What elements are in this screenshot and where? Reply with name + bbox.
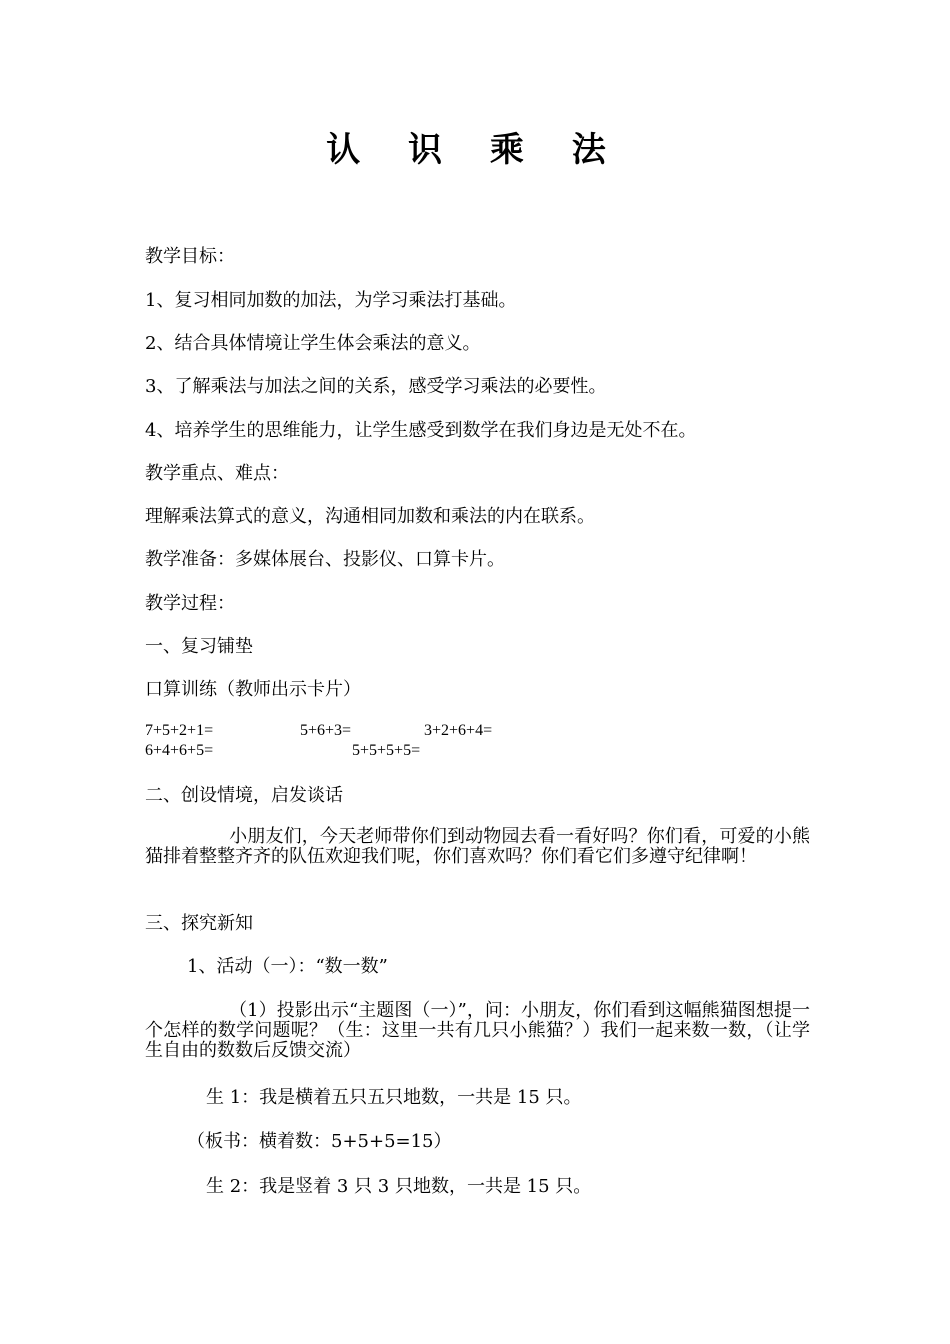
section2-heading: 二、创设情境，启发谈话 (145, 785, 343, 806)
goal-item-2: 2、结合具体情境让学生体会乘法的意义。 (145, 333, 481, 354)
preparation-text: 教学准备：多媒体展台、投影仪、口算卡片。 (145, 549, 505, 570)
calc-card-1: 7+5+2+1= (145, 722, 214, 739)
key-points-text: 理解乘法算式的意义，沟通相同加数和乘法的内在联系。 (145, 506, 595, 527)
goal-item-3: 3、了解乘法与加法之间的关系，感受学习乘法的必要性。 (145, 376, 607, 397)
key-points-heading: 教学重点、难点： (145, 463, 289, 484)
student2-answer: 生 2：我是竖着 3 只 3 只地数，一共是 15 只。 (206, 1176, 592, 1197)
goal-item-1: 1、复习相同加数的加法，为学习乘法打基础。 (145, 290, 517, 311)
goals-heading: 教学目标： (145, 246, 235, 267)
calc-card-5: 5+5+5+5= (352, 742, 421, 759)
activity-heading: 1、活动（一）：“数一数” (187, 956, 388, 977)
section2-paragraph-text: 小朋友们，今天老师带你们到动物园去看一看好吗？你们看，可爱的小熊猫排着整整齐齐的队伍欢迎我们呢，你们喜欢吗？你们看它们多遵守纪律啊！ (145, 826, 810, 867)
calc-card-2: 5+6+3= (300, 722, 352, 739)
goal-item-4: 4、培养学生的思维能力，让学生感受到数学在我们身边是无处不在。 (145, 420, 697, 441)
document-title: 认 识 乘 法 (326, 130, 624, 170)
section2-paragraph (145, 827, 810, 867)
student1-answer: 生 1：我是横着五只五只地数，一共是 15 只。 (206, 1087, 582, 1108)
calc-card-4: 6+4+6+5= (145, 742, 214, 759)
section3-paragraph-text: （1）投影出示“主题图（一）”，问：小朋友，你们看到这幅熊猫图想提一个怎样的数学问题呢？（生：这里一共有几只小熊猫？）我们一起来数一数，（让学生自由的数数后反馈交流） (145, 1000, 810, 1061)
section3-paragraph (145, 1001, 810, 1061)
calc-card-3: 3+2+6+4= (424, 722, 493, 739)
section3-heading: 三、探究新知 (145, 913, 253, 934)
board-note: （板书：横着数：5+5+5=15） (187, 1131, 452, 1152)
section1-subheading: 口算训练（教师出示卡片） (145, 679, 361, 700)
section1-heading: 一、复习铺垫 (145, 636, 253, 657)
process-heading: 教学过程： (145, 593, 235, 614)
